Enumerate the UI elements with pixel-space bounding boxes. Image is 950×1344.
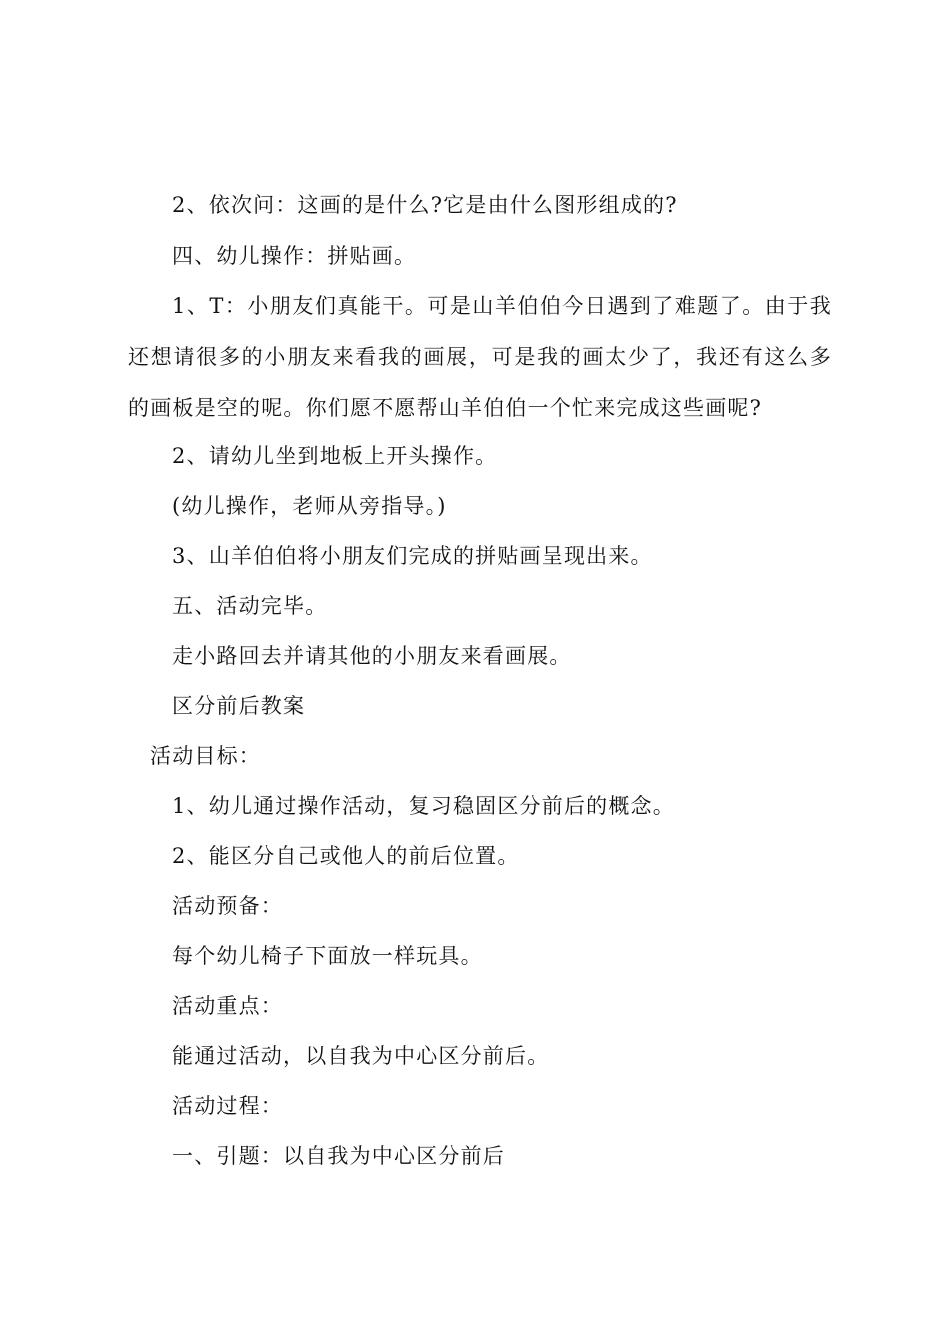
paragraph-question: 2、依次问：这画的是什么?它是由什么图形组成的? bbox=[172, 193, 678, 217]
heading-focus: 活动重点： bbox=[172, 994, 283, 1018]
focus-text: 能通过活动，以自我为中心区分前后。 bbox=[172, 1044, 550, 1068]
heading-preparation: 活动预备： bbox=[172, 894, 283, 918]
preparation-text: 每个幼儿椅子下面放一样玩具。 bbox=[172, 944, 483, 968]
paragraph-step-2: 2、请幼儿坐到地板上开头操作。 bbox=[172, 444, 498, 468]
heading-process: 活动过程： bbox=[172, 1094, 283, 1118]
paragraph-step-3: 3、山羊伯伯将小朋友们完成的拼贴画呈现出来。 bbox=[172, 544, 653, 568]
objective-1: 1、幼儿通过操作活动，复习稳固区分前后的概念。 bbox=[172, 794, 675, 818]
section-heading-collage: 四、幼儿操作：拼贴画。 bbox=[172, 244, 417, 268]
lesson-title: 区分前后教案 bbox=[172, 694, 306, 718]
heading-objectives: 活动目标： bbox=[150, 744, 261, 768]
paragraph-closing: 走小路回去并请其他的小朋友来看画展。 bbox=[172, 644, 572, 668]
section-heading-end: 五、活动完毕。 bbox=[172, 594, 328, 618]
objective-2: 2、能区分自己或他人的前后位置。 bbox=[172, 844, 520, 868]
paragraph-teacher-dialogue: 1、T：小朋友们真能干。可是山羊伯伯今日遇到了难题了。由于我还想请很多的小朋友来看我的画展，可是我的画太少了，我还有这么多的画板是空的呢。你们愿不愿帮山羊伯伯一个忙来完成这些画呢? bbox=[128, 294, 832, 420]
paragraph-guidance-note: (幼儿操作，老师从旁指导。) bbox=[172, 494, 447, 518]
process-step-1: 一、引题：以自我为中心区分前后 bbox=[172, 1144, 505, 1168]
